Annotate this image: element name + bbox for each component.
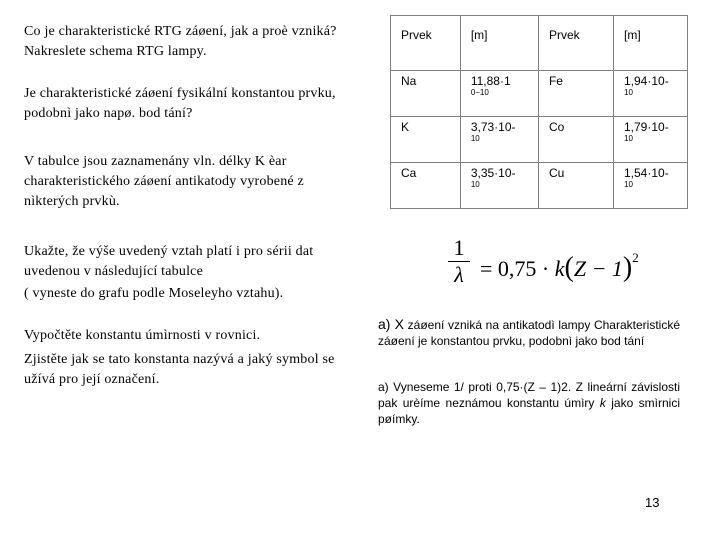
header-element-2: Prvek xyxy=(538,16,613,71)
answer-1-prefix: a) X xyxy=(378,316,404,332)
formula-fraction xyxy=(448,236,470,287)
answers-block xyxy=(378,316,680,427)
wavelength-cell: 11,88·1 0−10 xyxy=(460,71,538,117)
question-5: Ukažte, že výše uvedený vztah platí i pro sérii dat uvedenou v následující tabulce xyxy=(24,244,314,279)
element-cell: K xyxy=(391,117,461,163)
formula-paren-close: ) xyxy=(622,252,633,283)
formula-k: k xyxy=(554,256,565,281)
element-cell: Fe xyxy=(538,71,613,117)
moseley-formula xyxy=(448,236,638,296)
answer-2-tail: jako smìrnici pøímky. xyxy=(378,396,680,426)
table-row xyxy=(391,117,688,163)
wavelength-cell: 1,94·10- 10 xyxy=(614,71,688,117)
wavelength-cell: 1,54·10- 10 xyxy=(614,163,688,209)
answer-1-text: záøení vzniká na antikatodì lampy Charakteristické záøení je konstantou prvku, podobnì jako bod tání xyxy=(378,318,680,348)
answer-2-text: a) Vyneseme 1/ proti 0,75·(Z – 1)2. Z lineární závislosti pak urèíme neznámou konstantu úmìry xyxy=(378,380,680,410)
header-wavelength-2: [m] xyxy=(614,16,688,71)
answer-1 xyxy=(378,316,680,349)
wavelength-cell: 1,79·10- 10 xyxy=(614,117,688,163)
question-1: Co je charakteristické RTG záøení, jak a proè vzniká? xyxy=(24,24,337,39)
formula-z: Z − 1 xyxy=(573,256,623,281)
question-5-note: ( vyneste do grafu podle Moseleyho vztahu). xyxy=(24,286,284,301)
answer-2-k: k xyxy=(599,396,606,410)
question-2: Nakreslete schema RTG lampy. xyxy=(24,44,207,59)
table-row xyxy=(391,71,688,117)
formula-paren-open: ( xyxy=(564,252,574,283)
element-cell: Co xyxy=(538,117,613,163)
answer-2 xyxy=(378,379,680,427)
table-row xyxy=(391,163,688,209)
question-6: Vypočtěte konstantu úmìrnosti v rovnici. xyxy=(24,328,261,343)
formula-denominator: λ xyxy=(454,262,464,287)
question-4: V tabulce jsou zaznamenány vln. délky K èar charakteristického záøení antikatody vyrobené z nìkterých prvkù. xyxy=(24,154,304,209)
wavelength-cell: 3,73·10- 10 xyxy=(460,117,538,163)
wavelength-cell: 3,35·10- 10 xyxy=(460,163,538,209)
element-cell: Cu xyxy=(538,163,613,209)
header-wavelength-1: [m] xyxy=(460,16,538,71)
question-3: Je charakteristické záøení fysikální konstantou prvku, podobnì jako napø. bod tání? xyxy=(24,86,336,121)
wavelength-table xyxy=(390,15,688,209)
element-cell: Ca xyxy=(391,163,461,209)
formula-coefficient: = 0,75 · xyxy=(480,256,555,281)
questions-column xyxy=(24,22,359,390)
page-number: 13 xyxy=(645,495,660,510)
element-cell: Na xyxy=(391,71,461,117)
formula-power: 2 xyxy=(632,250,639,265)
formula-right-side xyxy=(480,250,639,284)
question-7: Zjistěte jak se tato konstanta nazývá a jaký symbol se užívá pro její označení. xyxy=(24,352,335,387)
header-element-1: Prvek xyxy=(391,16,461,71)
formula-numerator: 1 xyxy=(453,235,465,260)
table-header-row xyxy=(391,16,688,71)
